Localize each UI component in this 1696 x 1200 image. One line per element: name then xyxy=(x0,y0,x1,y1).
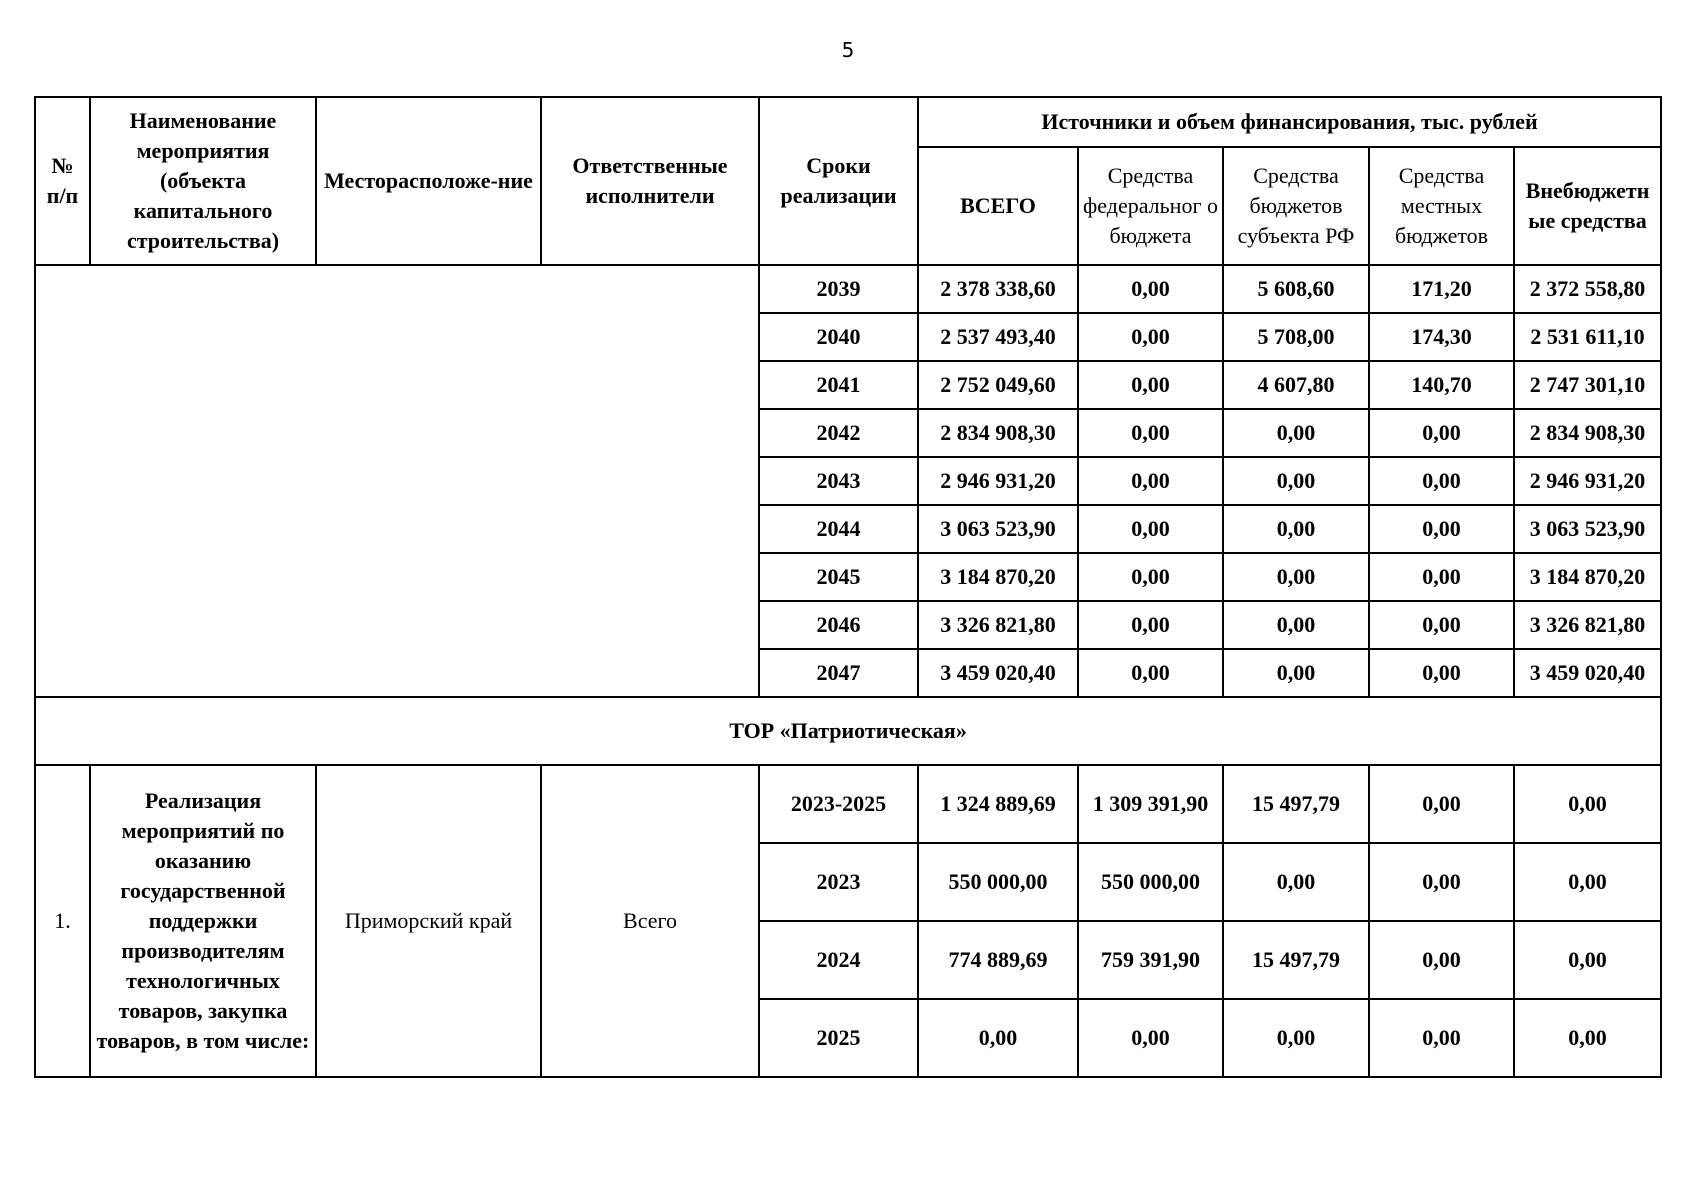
cell-year: 2043 xyxy=(759,457,918,505)
header-sources-group: Источники и объем финансирования, тыс. рублей xyxy=(918,97,1661,147)
cell-subject: 5 708,00 xyxy=(1223,313,1369,361)
cell-local: 0,00 xyxy=(1369,409,1514,457)
header-local: Средства местных бюджетов xyxy=(1369,147,1514,265)
cell-subject: 15 497,79 xyxy=(1223,921,1369,999)
section-row xyxy=(35,697,1661,765)
cell-subject: 0,00 xyxy=(1223,843,1369,921)
cell-federal: 0,00 xyxy=(1078,553,1223,601)
cell-federal: 0,00 xyxy=(1078,361,1223,409)
cell-subject: 5 608,60 xyxy=(1223,265,1369,313)
cell-extra: 0,00 xyxy=(1514,843,1661,921)
cell-extra: 2 372 558,80 xyxy=(1514,265,1661,313)
cell-extra: 3 459 020,40 xyxy=(1514,649,1661,697)
cell-local: 0,00 xyxy=(1369,505,1514,553)
cell-extra: 3 326 821,80 xyxy=(1514,601,1661,649)
cell-total: 550 000,00 xyxy=(918,843,1078,921)
cell-local: 0,00 xyxy=(1369,843,1514,921)
section-title: ТОР «Патриотическая» xyxy=(35,697,1661,765)
table-row xyxy=(35,765,1661,843)
cell-total: 2 378 338,60 xyxy=(918,265,1078,313)
cell-local: 0,00 xyxy=(1369,601,1514,649)
cell-federal: 0,00 xyxy=(1078,505,1223,553)
cell-federal: 0,00 xyxy=(1078,313,1223,361)
cell-federal: 0,00 xyxy=(1078,601,1223,649)
cell-extra: 2 946 931,20 xyxy=(1514,457,1661,505)
cell-year: 2041 xyxy=(759,361,918,409)
blank-merged-cell xyxy=(35,265,759,697)
cell-extra: 0,00 xyxy=(1514,999,1661,1077)
cell-federal: 1 309 391,90 xyxy=(1078,765,1223,843)
cell-federal: 550 000,00 xyxy=(1078,843,1223,921)
header-total: ВСЕГО xyxy=(918,147,1078,265)
header-extra: Внебюджетн ые средства xyxy=(1514,147,1661,265)
item-responsible: Всего xyxy=(541,765,759,1077)
cell-year: 2045 xyxy=(759,553,918,601)
cell-total: 2 946 931,20 xyxy=(918,457,1078,505)
cell-local: 0,00 xyxy=(1369,457,1514,505)
cell-federal: 759 391,90 xyxy=(1078,921,1223,999)
header-responsible: Ответственные исполнители xyxy=(541,97,759,265)
cell-total: 2 834 908,30 xyxy=(918,409,1078,457)
cell-subject: 0,00 xyxy=(1223,649,1369,697)
header-name: Наименование мероприятия (объекта капитального строительства) xyxy=(90,97,316,265)
cell-total: 3 459 020,40 xyxy=(918,649,1078,697)
cell-extra: 2 834 908,30 xyxy=(1514,409,1661,457)
cell-federal: 0,00 xyxy=(1078,999,1223,1077)
cell-year: 2023 xyxy=(759,843,918,921)
cell-year: 2044 xyxy=(759,505,918,553)
cell-local: 0,00 xyxy=(1369,553,1514,601)
cell-extra: 3 063 523,90 xyxy=(1514,505,1661,553)
cell-local: 171,20 xyxy=(1369,265,1514,313)
cell-extra: 3 184 870,20 xyxy=(1514,553,1661,601)
item-location: Приморский край xyxy=(316,765,541,1077)
cell-year: 2025 xyxy=(759,999,918,1077)
cell-extra: 0,00 xyxy=(1514,921,1661,999)
cell-total: 774 889,69 xyxy=(918,921,1078,999)
cell-local: 0,00 xyxy=(1369,999,1514,1077)
cell-subject: 4 607,80 xyxy=(1223,361,1369,409)
financing-table xyxy=(34,96,1662,1078)
cell-total: 0,00 xyxy=(918,999,1078,1077)
cell-subject: 0,00 xyxy=(1223,457,1369,505)
item-name: Реализация мероприятий по оказанию государственной поддержки производителям технологичных товаров, закупка товаров, в том числе: xyxy=(90,765,316,1077)
item-number: 1. xyxy=(35,765,90,1077)
cell-subject: 15 497,79 xyxy=(1223,765,1369,843)
cell-extra: 2 747 301,10 xyxy=(1514,361,1661,409)
cell-year: 2040 xyxy=(759,313,918,361)
cell-federal: 0,00 xyxy=(1078,265,1223,313)
cell-year: 2042 xyxy=(759,409,918,457)
cell-extra: 0,00 xyxy=(1514,765,1661,843)
cell-subject: 0,00 xyxy=(1223,505,1369,553)
cell-local: 0,00 xyxy=(1369,921,1514,999)
header-num: № п/п xyxy=(35,97,90,265)
cell-local: 0,00 xyxy=(1369,649,1514,697)
cell-total: 3 326 821,80 xyxy=(918,601,1078,649)
table-row xyxy=(35,265,1661,313)
cell-year: 2023-2025 xyxy=(759,765,918,843)
header-federal: Средства федеральног о бюджета xyxy=(1078,147,1223,265)
cell-year: 2046 xyxy=(759,601,918,649)
cell-extra: 2 531 611,10 xyxy=(1514,313,1661,361)
cell-local: 0,00 xyxy=(1369,765,1514,843)
header-subject: Средства бюджетов субъекта РФ xyxy=(1223,147,1369,265)
cell-total: 2 752 049,60 xyxy=(918,361,1078,409)
cell-subject: 0,00 xyxy=(1223,553,1369,601)
cell-subject: 0,00 xyxy=(1223,409,1369,457)
cell-total: 2 537 493,40 xyxy=(918,313,1078,361)
cell-local: 140,70 xyxy=(1369,361,1514,409)
cell-year: 2024 xyxy=(759,921,918,999)
cell-subject: 0,00 xyxy=(1223,601,1369,649)
cell-local: 174,30 xyxy=(1369,313,1514,361)
header-location: Месторасположе-ние xyxy=(316,97,541,265)
cell-federal: 0,00 xyxy=(1078,409,1223,457)
page-number: 5 xyxy=(841,38,855,62)
cell-total: 1 324 889,69 xyxy=(918,765,1078,843)
header-period: Сроки реализации xyxy=(759,97,918,265)
cell-total: 3 184 870,20 xyxy=(918,553,1078,601)
cell-total: 3 063 523,90 xyxy=(918,505,1078,553)
cell-year: 2039 xyxy=(759,265,918,313)
cell-subject: 0,00 xyxy=(1223,999,1369,1077)
cell-federal: 0,00 xyxy=(1078,649,1223,697)
cell-federal: 0,00 xyxy=(1078,457,1223,505)
cell-year: 2047 xyxy=(759,649,918,697)
